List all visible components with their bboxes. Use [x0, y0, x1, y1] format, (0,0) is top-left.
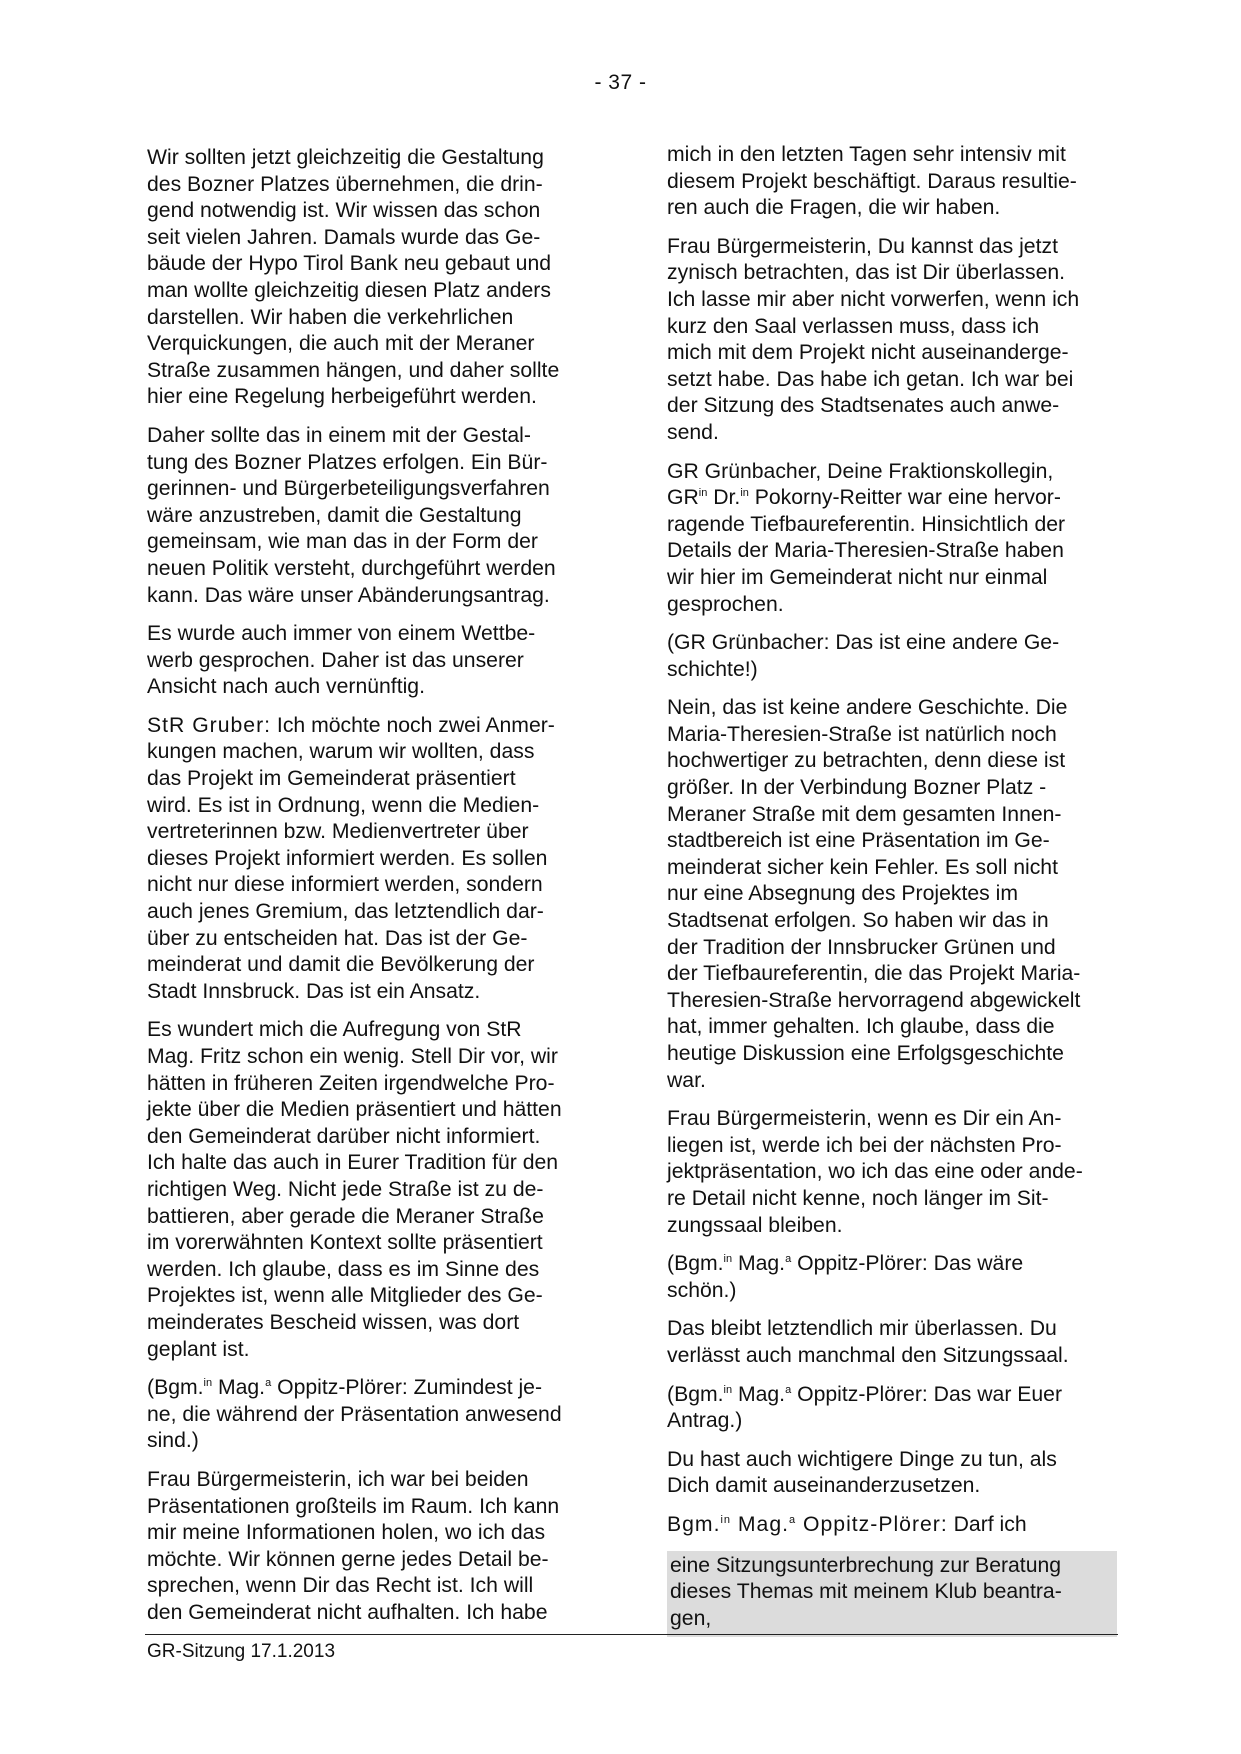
superscript: a	[785, 1253, 792, 1266]
paragraph-text: Pokorny-Reitter war eine hervor- ragende Tiefbaureferentin. Hinsichtlich der Details der Maria-Theresien-Straße haben wir hier im Gemeinderat nicht nur einmal gesprochen.	[667, 486, 1066, 616]
title-abbrev: GR	[667, 486, 699, 510]
paragraph	[667, 459, 1117, 619]
paragraph: Frau Bürgermeisterin, wenn es Dir ein An- liegen ist, werde ich bei der nächsten Pro- jektpräsentation, wo ich das eine oder ande- re Detail nicht kenne, noch länger im Sit- zungssaal bleiben.	[667, 1107, 1083, 1237]
interjection	[667, 1251, 1117, 1304]
paragraph: mich in den letzten Tagen sehr intensiv mit diesem Projekt beschäftigt. Daraus resultie- ren auch die Fragen, die wir haben.	[667, 143, 1077, 220]
paragraph: Das bleibt letztendlich mir überlassen. Du verlässt auch manchmal den Sitzungssaal.	[667, 1317, 1069, 1367]
superscript: a	[265, 1377, 272, 1390]
title-abbrev: Dr.	[707, 486, 741, 510]
superscript: a	[785, 1383, 792, 1396]
title-abbrev: Bgm.	[154, 1376, 204, 1400]
paragraph: Du hast auch wichtigere Dinge zu tun, als Dich damit auseinanderzusetzen.	[667, 1447, 1057, 1498]
speaker-name: StR Gruber:	[147, 713, 272, 737]
footer-divider	[145, 1634, 1118, 1635]
speaker-name	[667, 1513, 948, 1536]
superscript: in	[723, 1253, 733, 1266]
superscript: in	[740, 487, 749, 500]
open-paren: (	[147, 1376, 155, 1400]
speaker-suffix: Oppitz-Plörer:	[796, 1512, 948, 1536]
paragraph: Frau Bürgermeisterin, ich war bei beiden Präsentationen großteils im Raum. Ich kann mir meine Informationen holen, wo ich das möchte. Wir können gerne jedes Detail be- sprechen, wenn Dir das Recht ist. Ich will den Gemeinderat nicht aufhalten. Ich habe	[147, 1467, 560, 1624]
paragraph: Es wundert mich die Aufregung von StR Mag. Fritz schon ein wenig. Stell Dir vor, wir hätten in früheren Zeiten irgendwelche Pro- jekte über die Medien präsentiert und hätten den Gemeinderat darüber nicht informiert. Ich halte das auch in Eurer Tradition für den richtigen Weg. Nicht jede Straße ist zu de- battieren, aber gerade die Meraner Straße im vorerwähnten Kontext sollte präsentiert werden. Ich glaube, dass es im Sinne des Projektes ist, wenn alle Mitglieder des Ge- meinderates Bescheid wissen, was dort geplant ist.	[147, 1018, 562, 1361]
superscript: in	[723, 1383, 733, 1396]
open-paren: (	[667, 1382, 675, 1406]
interjection: (GR Grünbacher: Das ist eine andere Ge- schichte!)	[667, 631, 1060, 681]
highlighted-paragraph: eine Sitzungsunterbrechung zur Beratung dieses Themas mit meinem Klub beantra- gen,	[667, 1551, 1117, 1638]
right-column	[667, 145, 1117, 1649]
title-abbrev: Bgm.	[674, 1382, 724, 1406]
interjection-text: Oppitz-Plörer: Das wäre schön.)	[667, 1252, 1024, 1302]
speaker-paragraph	[667, 1512, 1117, 1539]
interjection	[667, 1382, 1117, 1435]
speech-text: Darf ich	[947, 1512, 1027, 1536]
speech-text: Ich möchte noch zwei Anmer- kungen machen, warum wir wollten, dass das Projekt im Gemeinderat präsentiert wird. Es ist in Ordnung, wenn die Medien- vertreterinnen bzw. Medienvertreter über dieses Projekt informiert werden. Es sollen nicht nur diese informiert werden, sondern auch jenes Gremium, das letztendlich dar- über zu entscheiden hat. Das ist der Ge- meinderat und damit die Bevölkerung der Stadt Innsbruck. Das ist ein Ansatz.	[147, 713, 555, 1003]
speaker-paragraph	[147, 713, 605, 1006]
title-abbrev: Bgm.	[674, 1252, 724, 1276]
superscript: in	[698, 487, 708, 500]
interjection-text: Oppitz-Plörer: Zumindest je- ne, die während der Präsentation anwesend sind.)	[147, 1376, 562, 1453]
paragraph: Wir sollten jetzt gleichzeitig die Gestaltung des Bozner Platzes übernehmen, die drin- gend notwendig ist. Wir wissen das schon seit vielen Jahren. Damals wurde das Ge- bäude der Hypo Tirol Bank neu gebaut und man wollte gleichzeitig diesen Platz anders darstellen. Wir haben die verkehrlichen Verquickungen, die auch mit der Meraner Straße zusammen hängen, und daher sollte hier eine Regelung herbeigeführt werden.	[147, 146, 560, 409]
paragraph-line: GR Grünbacher, Deine Fraktionskollegin,	[667, 459, 1054, 483]
superscript: in	[720, 1513, 732, 1526]
page-number: - 37 -	[594, 71, 647, 94]
interjection	[147, 1375, 605, 1455]
superscript: a	[789, 1513, 797, 1526]
left-column	[147, 145, 605, 1638]
title-abbrev: Mag.	[732, 1252, 786, 1276]
title-abbrev: Mag.	[212, 1376, 266, 1400]
superscript: in	[203, 1377, 213, 1390]
paragraph: Nein, das ist keine andere Geschichte. Die Maria-Theresien-Straße ist natürlich noch hochwertiger zu betrachten, denn diese ist größer. In der Verbindung Bozner Platz - Meraner Straße mit dem gesamten Innen- stadtbereich ist eine Präsentation im Ge- meinderat sicher kein Fehler. Es soll nicht nur eine Absegnung des Projektes im Stadtsenat erfolgen. So haben wir das in der Tradition der Innsbrucker Grünen und der Tiefbaureferentin, die das Projekt Maria- Theresien-Straße hervorragend abgewickelt hat, immer gehalten. Ich glaube, dass die heutige Diskussion eine Erfolgsgeschichte war.	[667, 696, 1081, 1092]
title-abbrev: Bgm.	[667, 1512, 721, 1536]
title-abbrev: Mag.	[731, 1512, 790, 1536]
paragraph: Daher sollte das in einem mit der Gestal- tung des Bozner Platzes erfolgen. Ein Bür- gerinnen- und Bürgerbeteiligungsverfahren wäre anzustreben, damit die Gestaltung gemeinsam, wie man das in der Form der neuen Politik versteht, durchgeführt werden kann. Das wäre unser Abänderungsantrag.	[147, 423, 556, 607]
title-abbrev: Mag.	[732, 1382, 786, 1406]
interjection-text: Oppitz-Plörer: Das war Euer Antrag.)	[667, 1382, 1063, 1433]
open-paren: (	[667, 1252, 675, 1276]
paragraph: Frau Bürgermeisterin, Du kannst das jetzt zynisch betrachten, das ist Dir überlassen. Ich lasse mir aber nicht vorwerfen, wenn ich kurz den Saal verlassen muss, dass ich mich mit dem Projekt nicht auseinanderge- setzt habe. Das habe ich getan. Ich war bei der Sitzung des Stadtsenates auch anwe- send.	[667, 234, 1080, 444]
paragraph: Es wurde auch immer von einem Wettbe- werb gesprochen. Daher ist das unserer Ansicht nach auch vernünftig.	[147, 622, 536, 699]
footer-text: GR-Sitzung 17.1.2013	[147, 1641, 336, 1662]
